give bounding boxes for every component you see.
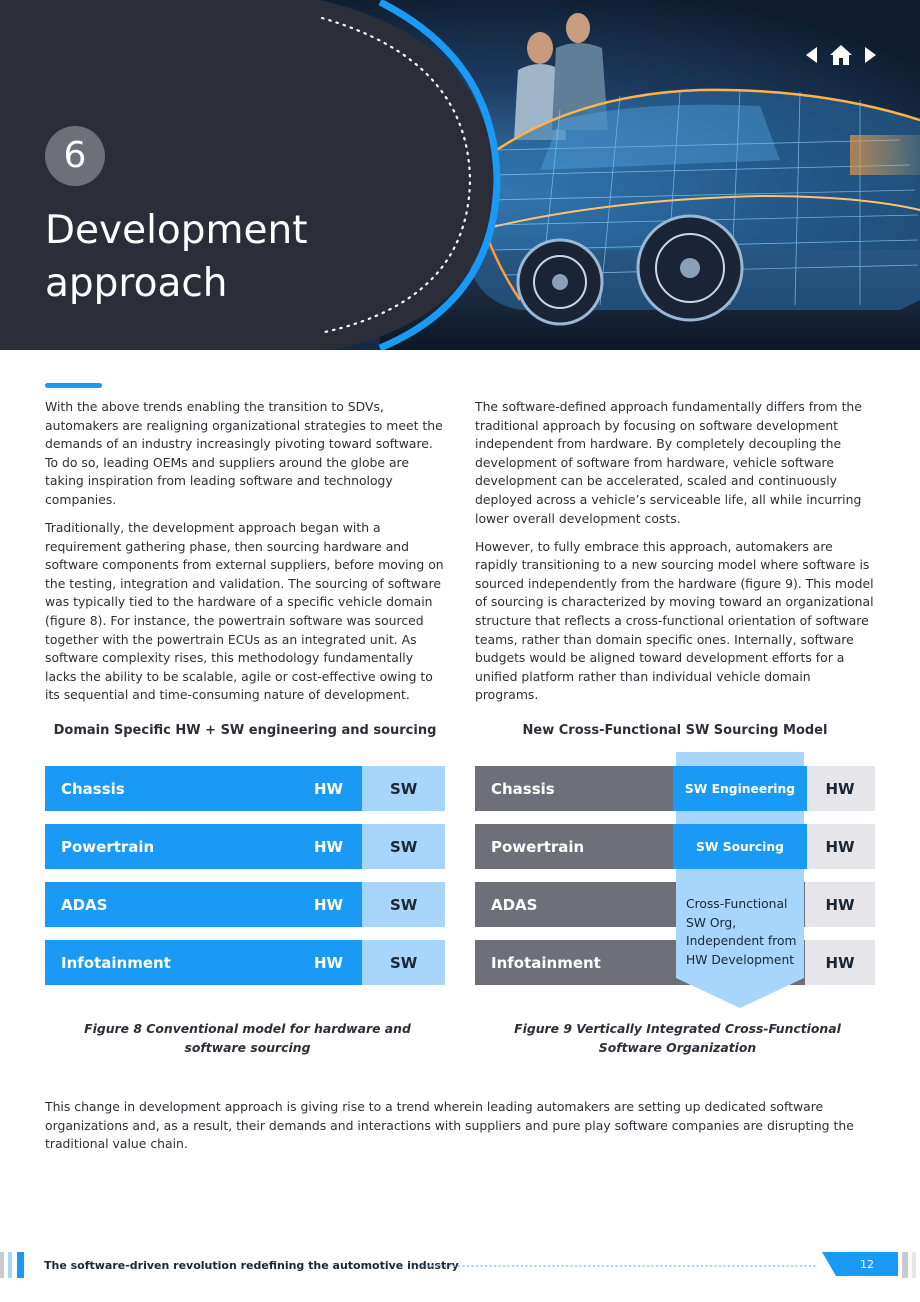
figure9-row-adas <box>475 882 875 927</box>
triangle-left-icon[interactable] <box>804 42 820 68</box>
hero-banner <box>0 0 920 350</box>
figure9-caption <box>490 1019 865 1057</box>
body-column-left <box>45 398 445 715</box>
arrow-text-line: Independent from <box>686 934 797 948</box>
body-paragraph: With the above trends enabling the transition to SDVs, automakers are realigning organizational strategies to meet the demands of an industry increasingly pivoting toward software. To do so, leading OEMs and suppliers around the globe are taking inspiration from leading software and technology companies. <box>45 399 443 507</box>
caption-line: Figure 8 Conventional model for hardware and <box>84 1021 411 1036</box>
figure9-row-infotainment <box>475 940 875 985</box>
caption-line: Software Organization <box>598 1040 757 1055</box>
hw-label: HW <box>314 779 344 798</box>
sw-label: SW <box>362 882 445 927</box>
figure9-title: New Cross-Functional SW Sourcing Model <box>522 723 828 738</box>
body-paragraph: However, to fully embrace this approach, automakers are rapidly transitioning to a new sourcing model where software is sourced independently from the hardware (figure 9). This model of sourcing is characterized by moving toward an organizational structure that reflects a cross-functional orientation of software teams, rather than domain specific ones. Internally, software budgets would be aligned toward development efforts for a unified platform rather than individual vehicle domain programs. <box>475 538 874 703</box>
body-column-right <box>475 398 875 715</box>
domain-label: Infotainment <box>475 940 805 985</box>
sw-sourcing-box: SW Sourcing <box>673 824 807 869</box>
figure8-caption <box>60 1019 435 1057</box>
domain-label: Powertrain <box>45 824 362 869</box>
hw-label: HW <box>805 940 875 985</box>
caption-line: software sourcing <box>184 1040 311 1055</box>
chapter-title-line1: Development <box>45 208 308 253</box>
hw-label: HW <box>805 824 875 869</box>
hw-label: HW <box>805 882 875 927</box>
hw-label: HW <box>805 766 875 811</box>
footer-publication-title: The software-driven revolution redefining the automotive industry <box>44 1259 459 1272</box>
footer-stripes-right-icon <box>900 1252 920 1278</box>
figure8-row-adas <box>45 882 445 927</box>
domain-label: Powertrain <box>475 824 805 869</box>
chapter-number-badge: 6 <box>45 126 105 186</box>
sw-label: SW <box>362 940 445 985</box>
domain-label: ADAS <box>45 882 362 927</box>
closing-paragraph: This change in development approach is giving rise to a trend wherein leading automakers are setting up dedicated software organizations and, as a result, their demands and interactions with suppliers and pure play software companies are disrupting the traditional value chain. <box>45 1099 854 1152</box>
body-paragraph: The software-defined approach fundamentally differs from the traditional approach by focusing on software development independent from hardware. By completely decoupling the development of software from hardware, vehicle software development can be accelerated, scaled and continuously deployed across a vehicle’s serviceable life, all while incurring lower overall development costs. <box>475 399 862 526</box>
page-navigation <box>804 42 878 68</box>
chapter-title-line2: approach <box>45 261 228 306</box>
figure8-row-infotainment <box>45 940 445 985</box>
arrow-text-line: Cross-Functional <box>686 897 788 911</box>
page-number: 12 <box>860 1257 874 1271</box>
figure8-row-chassis <box>45 766 445 811</box>
figure8-row-powertrain <box>45 824 445 869</box>
home-icon[interactable] <box>828 42 854 68</box>
chapter-title <box>45 204 405 310</box>
domain-label: Chassis <box>475 766 805 811</box>
caption-line: Figure 9 Vertically Integrated Cross-Functional <box>514 1021 841 1036</box>
figure8-title: Domain Specific HW + SW engineering and sourcing <box>53 723 437 738</box>
sw-engineering-box: SW Engineering <box>673 766 807 811</box>
footer-dotted-rule <box>418 1264 818 1268</box>
footer-stripes-left-icon <box>0 1252 30 1278</box>
hw-label: HW <box>314 953 344 972</box>
body-paragraph: Traditionally, the development approach began with a requirement gathering phase, then sourcing hardware and software components from external suppliers, before moving on the testing, integration and validation. The sourcing of software was typically tied to the hardware of a specific vehicle domain (figure 8). For instance, the powertrain software was sourced together with the powertrain ECUs as an integrated unit. As software complexity rises, this methodology fundamentally lacks the ability to be scalable, agile or cost-effective owing to its sequential and time-consuming nature of development. <box>45 520 444 703</box>
page-footer <box>0 1250 920 1280</box>
sw-label: SW <box>362 824 445 869</box>
domain-label: ADAS <box>475 882 805 927</box>
domain-label: Infotainment <box>45 940 362 985</box>
cross-functional-label <box>686 895 804 969</box>
section-accent-bar <box>45 383 102 388</box>
triangle-right-icon[interactable] <box>862 42 878 68</box>
hw-label: HW <box>314 837 344 856</box>
hw-label: HW <box>314 895 344 914</box>
sw-label: SW <box>362 766 445 811</box>
domain-label: Chassis <box>45 766 362 811</box>
arrow-text-line: HW Development <box>686 952 795 967</box>
arrow-text-line: SW Org, <box>686 915 737 930</box>
